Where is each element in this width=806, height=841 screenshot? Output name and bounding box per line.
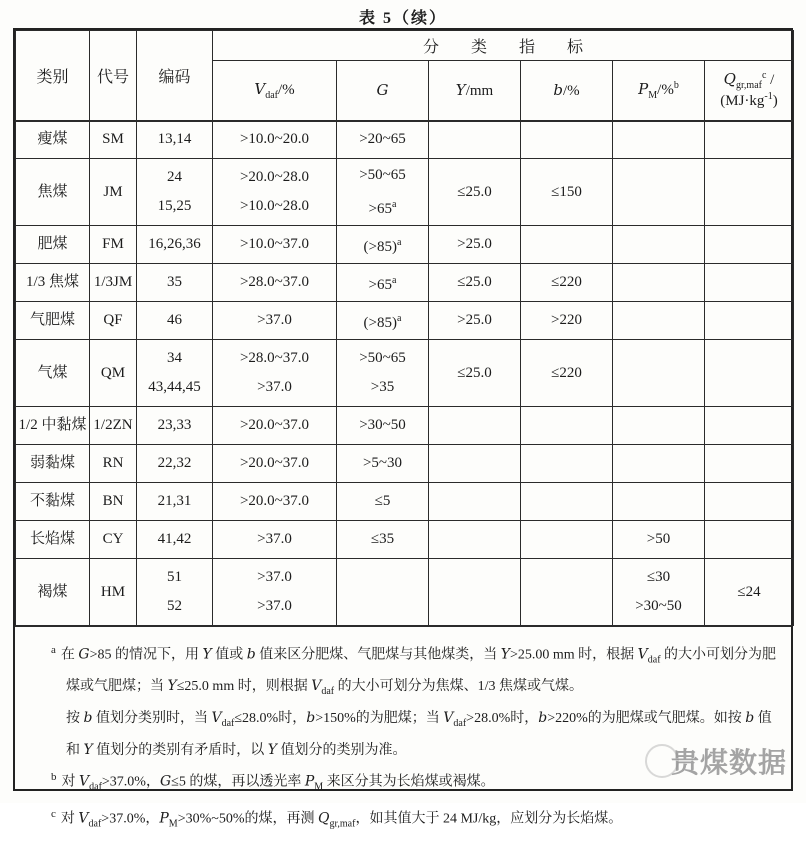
cell-vdaf: >10.0~37.0	[213, 226, 337, 264]
cell-pm	[613, 407, 705, 445]
cell-pm: >50	[613, 521, 705, 559]
cell-encoding: 24 15,25	[137, 159, 213, 226]
cell-vdaf: >20.0~37.0	[213, 445, 337, 483]
header-classification-indicators: 分 类 指 标	[213, 31, 794, 61]
table-row	[16, 407, 794, 445]
cell-g: ≤5	[337, 483, 429, 521]
cell-encoding: 23,33	[137, 407, 213, 445]
cell-encoding: 35	[137, 264, 213, 302]
cell-g: (>85)$^a$	[337, 302, 429, 340]
cell-q	[705, 483, 794, 521]
cell-b: >220	[521, 302, 613, 340]
table-row	[16, 559, 794, 626]
cell-code: QM	[90, 340, 137, 407]
cell-category: 肥煤	[16, 226, 90, 264]
cell-b	[521, 521, 613, 559]
cell-b	[521, 226, 613, 264]
cell-b: ≤220	[521, 340, 613, 407]
cell-encoding: 13,14	[137, 121, 213, 159]
cell-code: 1/2ZN	[90, 407, 137, 445]
cell-q	[705, 226, 794, 264]
cell-vdaf: >28.0~37.0 >37.0	[213, 340, 337, 407]
cell-y	[429, 559, 521, 626]
footnote-c: $^c$ 对 $V_{daf}>37.0\%$，$P_M>30\%\sim 50\%$的煤，再测 $Q_{gr,maf}$，如其值大于 24 MJ/kg，应划分为长焰煤。	[51, 807, 623, 829]
cell-y: ≤25.0	[429, 159, 521, 226]
cell-g: >50~65 >35	[337, 340, 429, 407]
cell-g: >5~30	[337, 445, 429, 483]
cell-b	[521, 445, 613, 483]
cell-g: (>85)$^a$	[337, 226, 429, 264]
cell-code: RN	[90, 445, 137, 483]
subheader-2: Y/mm	[429, 61, 521, 121]
cell-q	[705, 264, 794, 302]
subheader-3: b/%	[521, 61, 613, 121]
cell-pm: ≤30 >30~50	[613, 559, 705, 626]
subheader-4: $P_M/\%^b$	[613, 61, 705, 121]
cell-vdaf: >37.0	[213, 521, 337, 559]
cell-g: ≤35	[337, 521, 429, 559]
cell-g	[337, 559, 429, 626]
cell-category: 瘦煤	[16, 121, 90, 159]
cell-code: HM	[90, 559, 137, 626]
cell-y	[429, 483, 521, 521]
cell-pm	[613, 483, 705, 521]
cell-b	[521, 559, 613, 626]
cell-code: JM	[90, 159, 137, 226]
cell-pm	[613, 445, 705, 483]
cell-q	[705, 121, 794, 159]
table-row	[16, 264, 794, 302]
cell-q: ≤24	[705, 559, 794, 626]
cell-vdaf: >28.0~37.0	[213, 264, 337, 302]
cell-y	[429, 121, 521, 159]
cell-b	[521, 121, 613, 159]
cell-pm	[613, 264, 705, 302]
cell-encoding: 46	[137, 302, 213, 340]
cell-b: ≤150	[521, 159, 613, 226]
cell-y	[429, 445, 521, 483]
header-category: 类别	[16, 31, 90, 121]
cell-category: 1/3 焦煤	[16, 264, 90, 302]
cell-pm	[613, 226, 705, 264]
header-row-group	[16, 31, 794, 61]
cell-y: >25.0	[429, 226, 521, 264]
cell-category: 长焰煤	[16, 521, 90, 559]
table-row	[16, 121, 794, 159]
cell-g: $>65^a$	[337, 264, 429, 302]
table-row	[16, 159, 794, 226]
cell-vdaf: >20.0~28.0 >10.0~28.0	[213, 159, 337, 226]
cell-pm	[613, 302, 705, 340]
cell-code: FM	[90, 226, 137, 264]
cell-pm	[613, 159, 705, 226]
watermark-text: 贵煤数据	[670, 747, 787, 778]
cell-b	[521, 407, 613, 445]
cell-vdaf: >10.0~20.0	[213, 121, 337, 159]
cell-code: 1/3JM	[90, 264, 137, 302]
cell-pm	[613, 340, 705, 407]
cell-category: 褐煤	[16, 559, 90, 626]
footnotes	[15, 626, 791, 841]
cell-y: ≤25.0	[429, 340, 521, 407]
footnote-a-cont: 按 b 值划分类别时，当 $V_{daf}\le 28.0\%$时，b>150%的为肥煤；当 $V_{daf}>28.0\%$时，b>220%的为肥煤或气肥煤。如按 b 值和 Y 值划分的类别有矛盾时，以 Y 值划分的类别为准。	[66, 710, 772, 759]
cell-encoding: 22,32	[137, 445, 213, 483]
subheader-0: $V_{daf}/\%$	[213, 61, 337, 121]
cell-vdaf: >37.0 >37.0	[213, 559, 337, 626]
header-code: 代号	[90, 31, 137, 121]
cell-y	[429, 521, 521, 559]
table-row	[16, 521, 794, 559]
cell-b	[521, 483, 613, 521]
cell-code: QF	[90, 302, 137, 340]
cell-encoding: 21,31	[137, 483, 213, 521]
cell-b: ≤220	[521, 264, 613, 302]
table-row	[16, 445, 794, 483]
subheader-5: $Q_{gr,maf}^c$ / $(MJ\cdot kg^{-1})$	[705, 61, 794, 121]
footnote-b: $^b$ 对 $V_{daf}>37.0\%$，G≤5 的煤，再以透光率 $P_M$ 来区分其为长焰煤或褐煤。	[51, 771, 495, 793]
cell-g: >50~65 $>65^a$	[337, 159, 429, 226]
table-row	[16, 483, 794, 521]
table-title: 表 5（续）	[358, 10, 447, 27]
cell-q	[705, 407, 794, 445]
cell-category: 焦煤	[16, 159, 90, 226]
cell-vdaf: >37.0	[213, 302, 337, 340]
cell-encoding: 51 52	[137, 559, 213, 626]
table-row	[16, 302, 794, 340]
cell-q	[705, 340, 794, 407]
cell-q	[705, 521, 794, 559]
cell-code: BN	[90, 483, 137, 521]
cell-g: >20~65	[337, 121, 429, 159]
cell-y	[429, 407, 521, 445]
table-row	[16, 226, 794, 264]
header-encoding: 编码	[137, 31, 213, 121]
cell-y: ≤25.0	[429, 264, 521, 302]
cell-category: 弱黏煤	[16, 445, 90, 483]
table-frame	[13, 28, 793, 829]
cell-vdaf: >20.0~37.0	[213, 483, 337, 521]
cell-y: >25.0	[429, 302, 521, 340]
cell-category: 气煤	[16, 340, 90, 407]
cell-code: CY	[90, 521, 137, 559]
cell-q	[705, 445, 794, 483]
cell-q	[705, 159, 794, 226]
cell-vdaf: >20.0~37.0	[213, 407, 337, 445]
cell-category: 1/2 中黏煤	[16, 407, 90, 445]
cell-category: 气肥煤	[16, 302, 90, 340]
cell-encoding: 16,26,36	[137, 226, 213, 264]
cell-category: 不黏煤	[16, 483, 90, 521]
cell-encoding: 41,42	[137, 521, 213, 559]
cell-code: SM	[90, 121, 137, 159]
table-body	[16, 121, 794, 626]
cell-encoding: 34 43,44,45	[137, 340, 213, 407]
cell-pm	[613, 121, 705, 159]
subheader-1: G	[337, 61, 429, 121]
cell-g: >30~50	[337, 407, 429, 445]
coal-classification-table	[15, 30, 794, 626]
table-row	[16, 340, 794, 407]
cell-q	[705, 302, 794, 340]
footnote-a: $^a$ 在 G>85 的情况下，用 Y 值或 b 值来区分肥煤、气肥煤与其他煤类，当 Y>25.00 mm 时，根据 $V_{daf}$ 的大小可划分为肥煤或气肥煤；当 Y≤25.0 mm 时，则根据 $V_{daf}$ 的大小可划分为焦煤、1/3 焦煤或气煤。	[51, 644, 777, 698]
